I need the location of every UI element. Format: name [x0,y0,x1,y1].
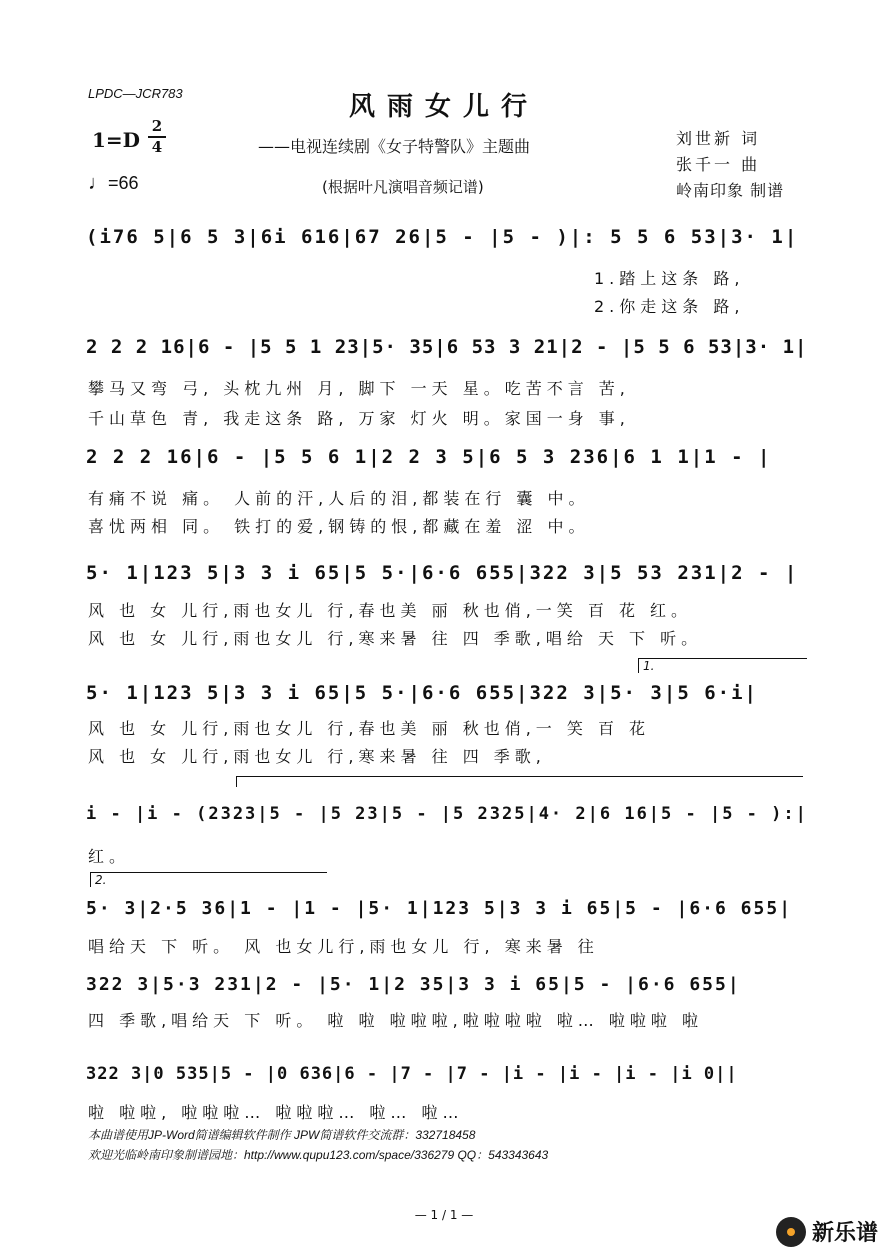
lyric-row-8: 四 季歌,唱给天 下 听。 啦 啦 啦啦啦,啦啦啦啦 啦… 啦啦啦 啦 [88,1011,703,1030]
key-signature: 1=D [92,128,141,152]
arranger-credit: 岭南印象 制谱 [676,181,785,200]
second-ending-bracket [90,872,327,887]
notation-row-5: 5· 1|123 5|3 3 i 65|5 5·|6·6 655|322 3|5· 3|5 6·i| [86,682,758,704]
lyric-row-9: 啦 啦啦, 啦啦啦… 啦啦啦… 啦… 啦… [88,1103,464,1122]
lyric-row-4-verse-1: 风 也 女 儿行,雨也女儿 行,春也美 丽 秋也俏,一笑 百 花 红。 [88,601,693,620]
interlude-bracket [236,776,803,787]
notation-row-1: (i76 5|6 5 3|6i 616|67 26|5 - |5 - )|: 5 5 6 53|3· 1| [86,226,799,248]
composer-credit: 张千一 曲 [676,155,761,174]
brand-logo [776,1216,878,1247]
lyric-row-6: 红。 [88,847,131,866]
brand-name: 新乐谱 [811,1221,878,1246]
notation-row-6: i - |i - (2323|5 - |5 23|5 - |5 2325|4· 2|6 16|5 - |5 - ):| [86,804,808,824]
lyric-row-3-verse-1: 有痛不说 痛。 人前的汗,人后的泪,都装在行 囊 中。 [88,489,590,508]
notation-row-9: 322 3|0 535|5 - |0 636|6 - |7 - |7 - |i - |i - |i - |i 0|| [86,1064,738,1084]
first-ending-label: 1. [643,659,655,673]
second-ending-label: 2. [95,873,107,887]
footer-website-note: 欢迎光临岭南印象制谱园地：http://www.qupu123.com/space/336279 QQ：543343643 [88,1148,549,1162]
lyric-row-5-verse-2: 风 也 女 儿行,雨也女儿 行,寒来暑 往 四 季歌, [88,747,546,766]
notation-row-8: 322 3|5·3 231|2 - |5· 1|2 35|3 3 i 65|5 - |6·6 655| [86,974,741,995]
page-number: — 1 / 1 — [414,1208,474,1222]
tempo-marking [88,172,139,195]
notation-row-7: 5· 3|2·5 36|1 - |1 - |5· 1|123 5|3 3 i 65|5 - |6·6 655| [86,898,793,919]
lyric-row-5-verse-1: 风 也 女 儿行,雨也女儿 行,春也美 丽 秋也俏,一 笑 百 花 [88,719,651,738]
tempo-value: =66 [108,173,139,193]
time-signature [148,118,166,156]
first-ending-bracket [638,658,807,673]
lyric-row-7: 唱给天 下 听。 风 也女儿行,雨也女儿 行, 寒来暑 往 [88,937,599,956]
footer-software-note: 本曲谱使用JP-Word简谱编辑软件制作 JPW简谱软件交流群：332718458 [88,1128,476,1142]
record-disc-icon [776,1217,806,1247]
song-title: 风雨女儿行 [348,92,539,122]
meter-bottom: 4 [151,138,163,156]
lyric-row-4-verse-2: 风 也 女 儿行,雨也女儿 行,寒来暑 往 四 季歌,唱给 天 下 听。 [88,629,703,648]
meter-top: 2 [151,117,163,135]
score-code: LPDC—JCR783 [88,86,183,101]
lyric-row-2-verse-2: 千山草色 青, 我走这条 路, 万家 灯火 明。家国一身 事, [88,409,630,428]
lyric-row-3-verse-2: 喜忧两相 同。 铁打的爱,钢铸的恨,都藏在羞 涩 中。 [88,517,590,536]
notation-row-2: 2 2 2 16|6 - |5 5 1 23|5· 35|6 53 3 21|2 - |5 5 6 53|3· 1| [86,336,808,358]
notation-row-4: 5· 1|123 5|3 3 i 65|5 5·|6·6 655|322 3|5 53 231|2 - | [86,562,799,584]
lyric-row-1-verse-1: 1.踏上这条 路, [594,269,745,288]
lyric-row-1-verse-2: 2.你走这条 路, [594,297,745,316]
lyricist-credit: 刘世新 词 [676,129,761,148]
transcription-basis: (根据叶凡演唱音频记谱) [322,178,484,196]
notation-row-3: 2 2 2 16|6 - |5 5 6 1|2 2 3 5|6 5 3 236|6 1 1|1 - | [86,446,772,468]
song-subtitle: ——电视连续剧《女子特警队》主题曲 [258,137,531,156]
quarter-note-icon: ♩ [88,172,108,194]
lyric-row-2-verse-1: 攀马又弯 弓, 头枕九州 月, 脚下 一天 星。吃苦不言 苦, [88,379,630,398]
